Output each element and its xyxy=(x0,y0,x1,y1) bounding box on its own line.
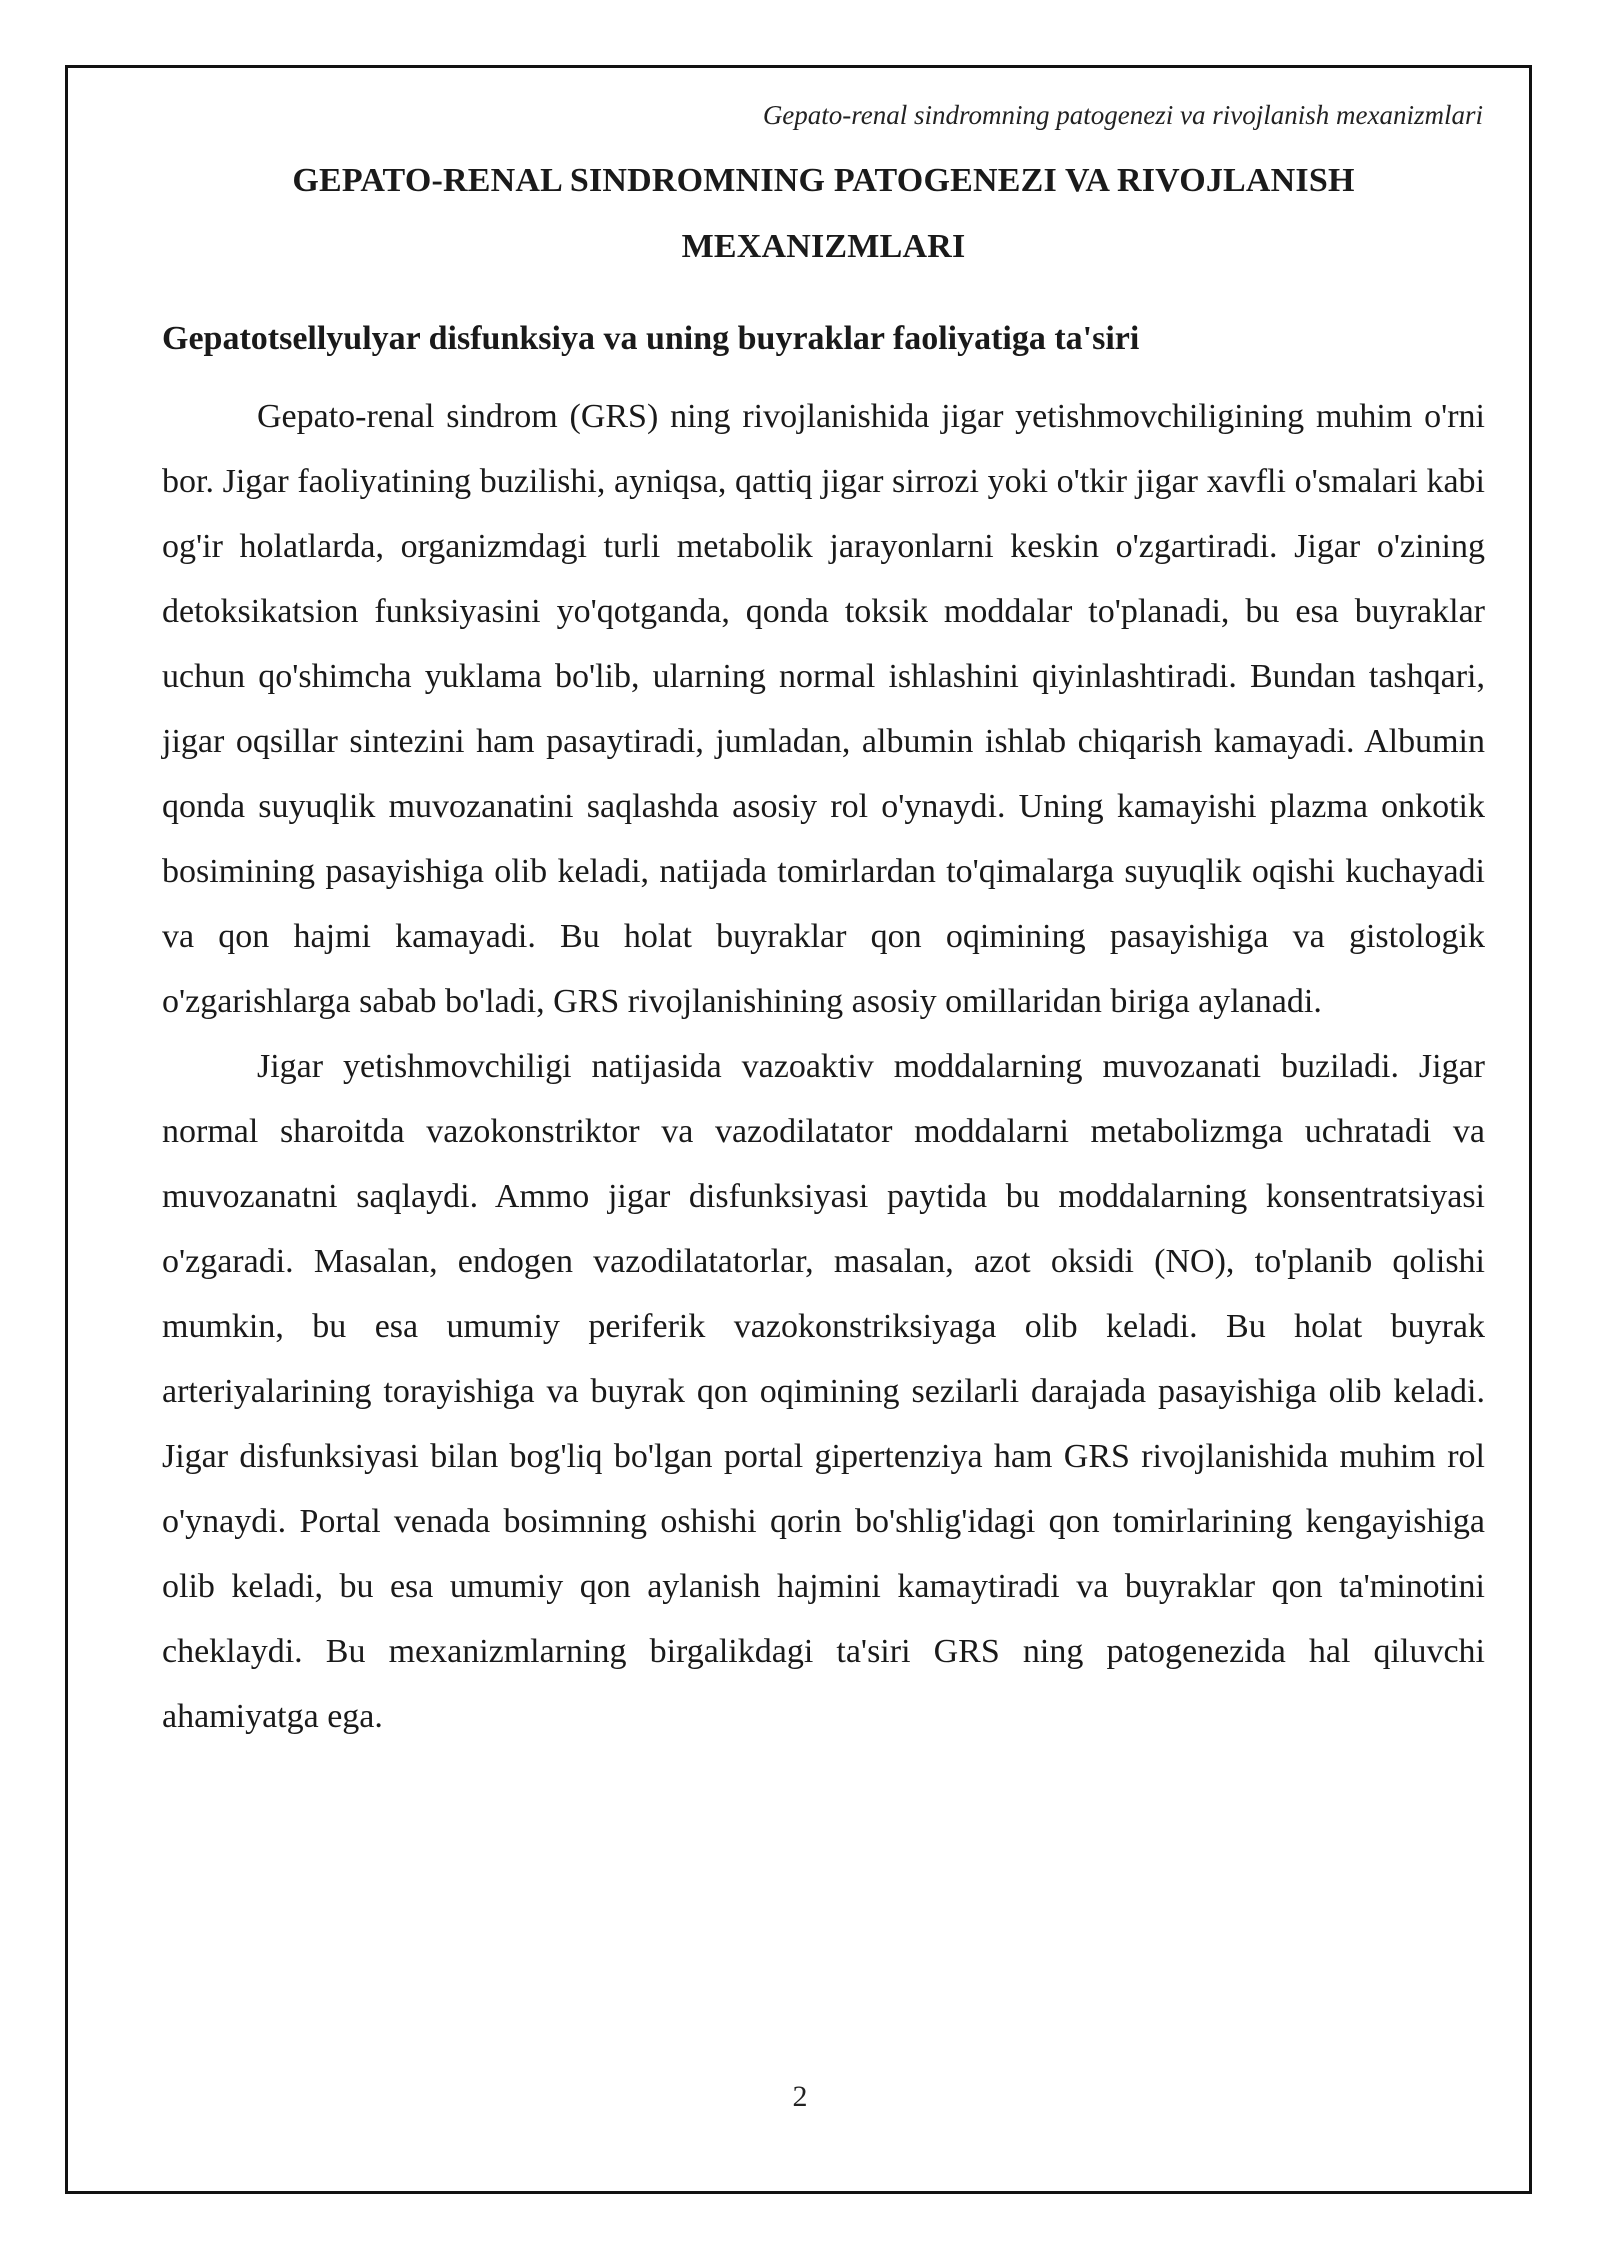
body-paragraph-2: Jigar yetishmovchiligi natijasida vazoaktiv moddalarning muvozanati buziladi. Jigar normal sharoitda vazokonstriktor va vazodilatator moddalarni metabolizmga uchratadi va muvozanatni saqlaydi. Ammo jigar disfunksiyasi paytida bu moddalarning konsentratsiyasi o'zgaradi. Masalan, endogen vazodilatatorlar, masalan, azot oksidi (NO), to'planib qolishi mumkin, bu esa umumiy periferik vazokonstriksiyaga olib keladi. Bu holat buyrak arteriyalarining torayishiga va buyrak qon oqimining sezilarli darajada pasayishiga olib keladi. Jigar disfunksiyasi bilan bog'liq bo'lgan portal gipertenziya ham GRS rivojlanishida muhim rol o'ynaydi. Portal venada bosimning oshishi qorin bo'shlig'idagi qon tomirlarining kengayishiga olib keladi, bu esa umumiy qon aylanish hajmini kamaytiradi va buyraklar qon ta'minotini cheklaydi. Bu mexanizmlarning birgalikdagi ta'siri GRS ning patogenezida hal qiluvchi ahamiyatga ega. xyxy=(162,1048,1485,1735)
document-title: GEPATO-RENAL SINDROMNING PATOGENEZI VA RIVOJLANISH MEXANIZMLARI xyxy=(292,162,1355,265)
page-number: 2 xyxy=(792,2080,808,2113)
page-content xyxy=(162,148,1485,1749)
running-header: Gepato-renal sindromning patogenezi va rivojlanish mexanizmlari xyxy=(762,100,1483,130)
section-heading: Gepatotsellyulyar disfunksiya va uning buyraklar faoliyatiga ta'siri xyxy=(162,320,1140,357)
body-paragraph-1: Gepato-renal sindrom (GRS) ning rivojlanishida jigar yetishmovchiligining muhim o'rni bor. Jigar faoliyatining buzilishi, ayniqsa, qattiq jigar sirrozi yoki o'tkir jigar xavfli o'smalari kabi og'ir holatlarda, organizmdagi turli metabolik jarayonlarni keskin o'zgartiradi. Jigar o'zining detoksikatsion funksiyasini yo'qotganda, qonda toksik moddalar to'planadi, bu esa buyraklar uchun qo'shimcha yuklama bo'lib, ularning normal ishlashini qiyinlashtiradi. Bundan tashqari, jigar oqsillar sintezini ham pasaytiradi, jumladan, albumin ishlab chiqarish kamayadi. Albumin qonda suyuqlik muvozanatini saqlashda asosiy rol o'ynaydi. Uning kamayishi plazma onkotik bosimining pasayishiga olib keladi, natijada tomirlardan to'qimalarga suyuqlik oqishi kuchayadi va qon hajmi kamayadi. Bu holat buyraklar qon oqimining pasayishiga va gistologik o'zgarishlarga sabab bo'ladi, GRS rivojlanishining asosiy omillaridan biriga aylanadi. xyxy=(162,398,1485,1020)
